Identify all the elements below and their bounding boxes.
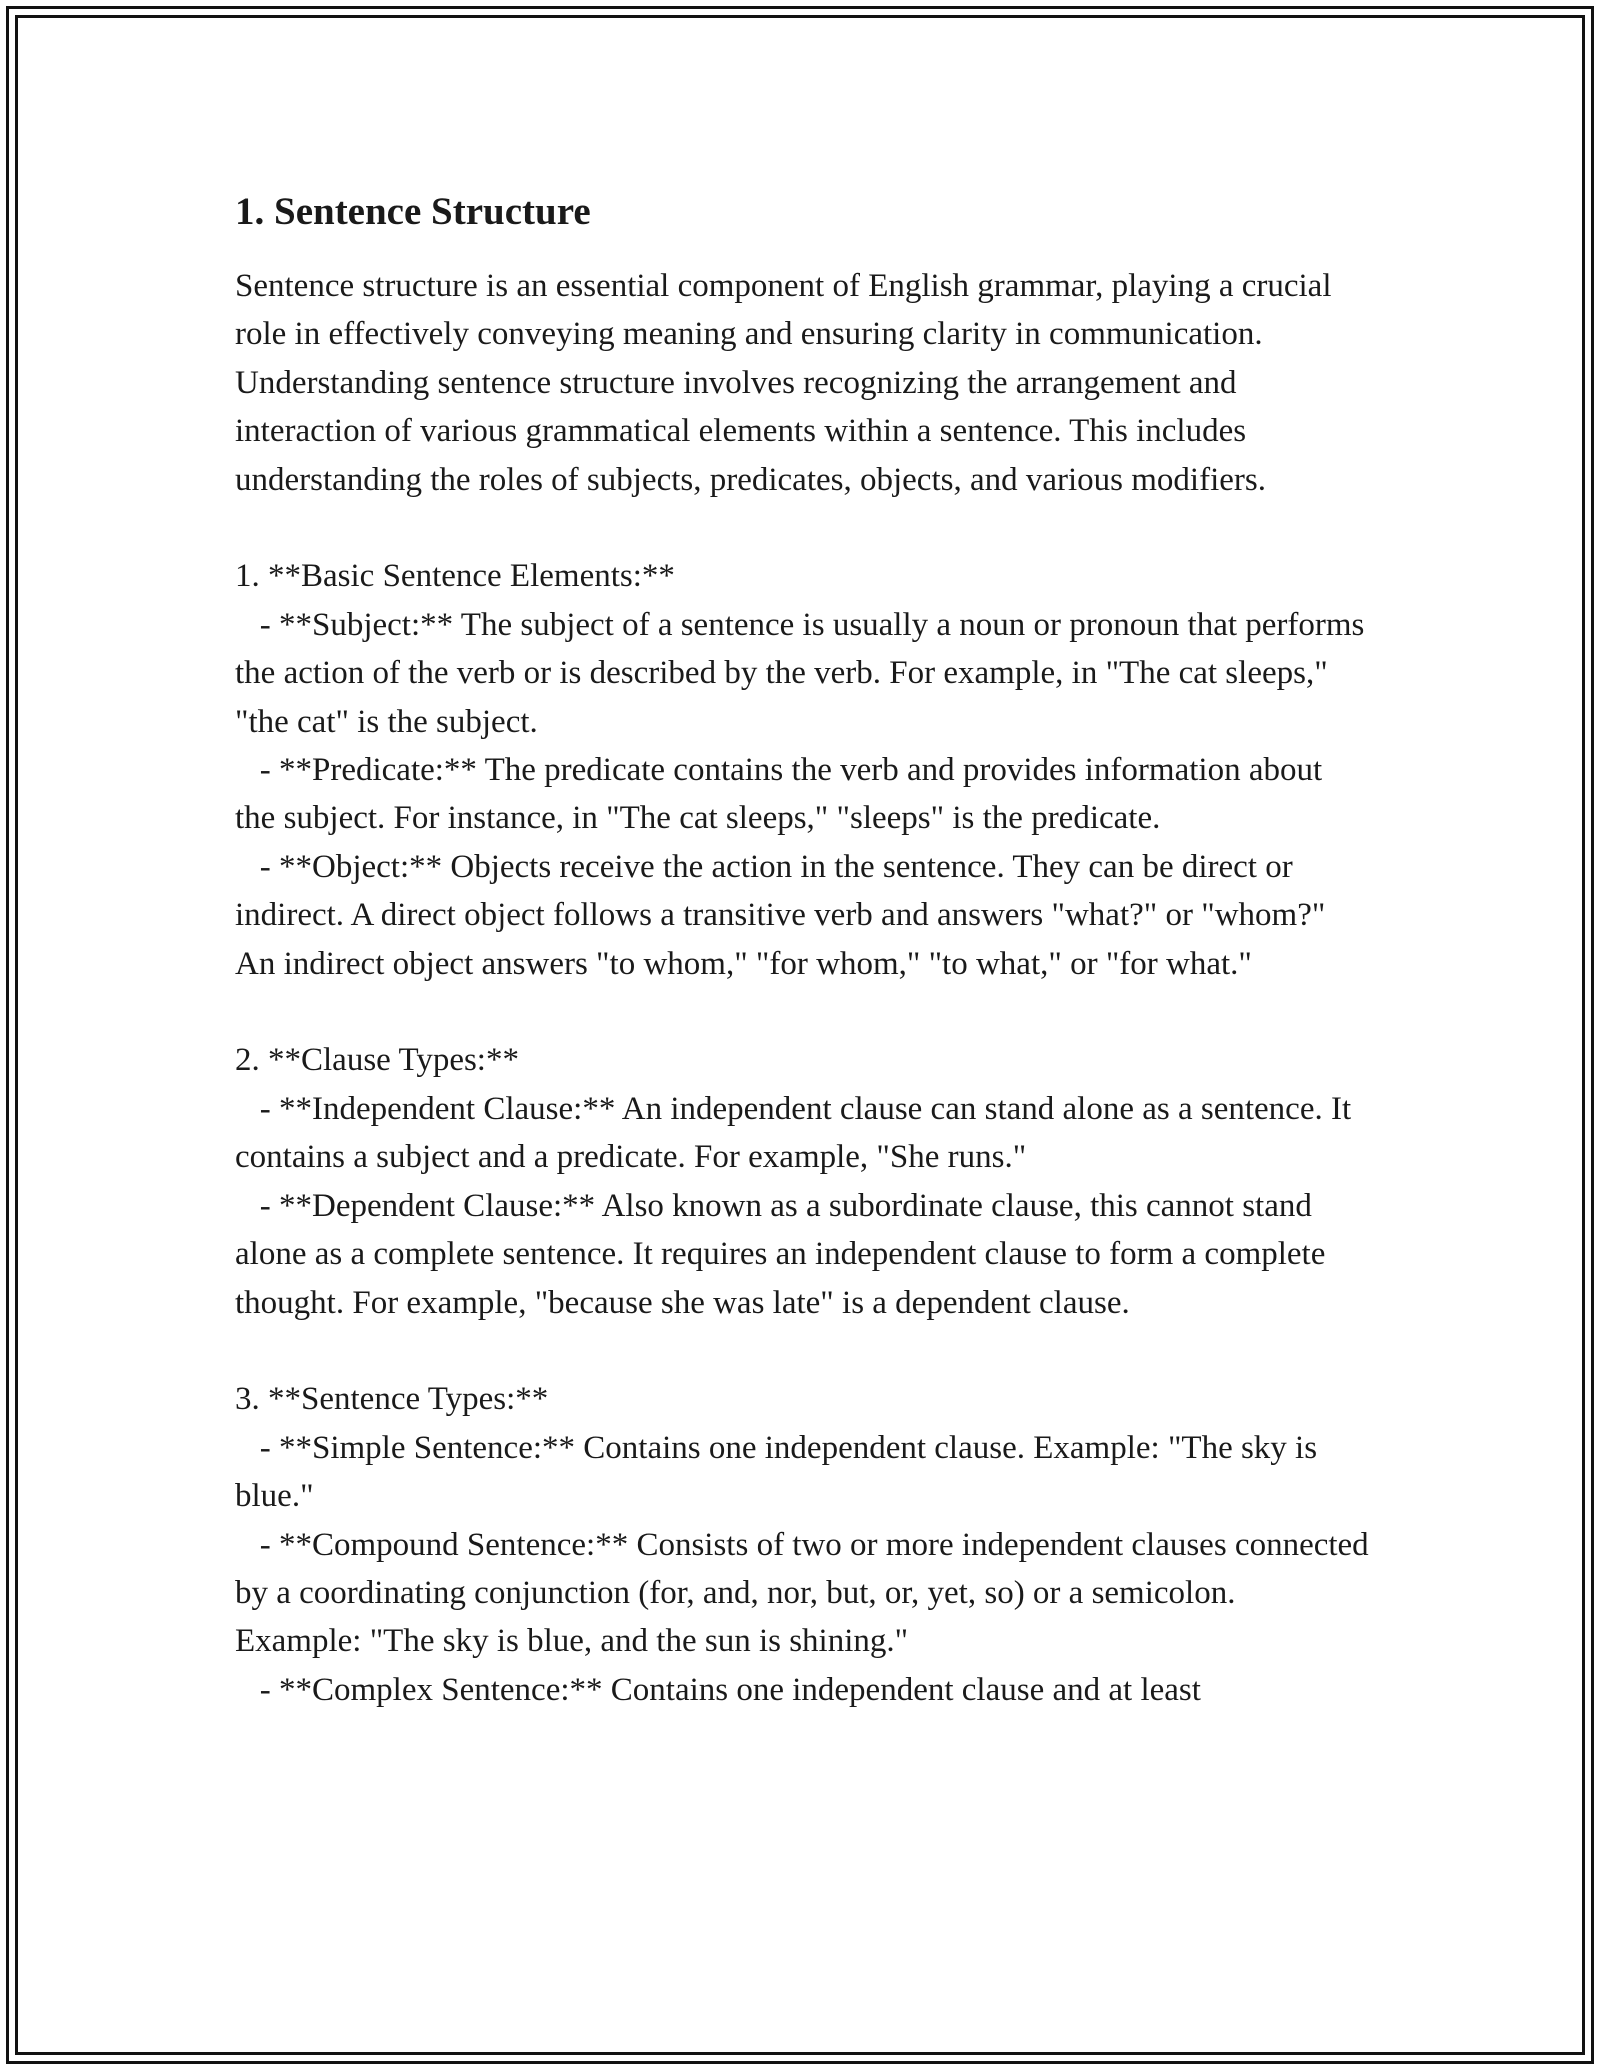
section-body: 1. **Basic Sentence Elements:** - **Subject:** The subject of a sentence is usually a noun or pronoun that performs the action of the verb or is described by the verb. For example, in "The cat sleeps," "the cat" is the subject. - **Predicate:** The predicate contains the verb and provides information about the subject. For instance, in "The cat sleeps," "sleeps" is the predicate. - **Object:** Objects receive the action in the sentence. They can be direct or indirect. A direct object follows a transitive verb and answers "what?" or "whom?" An indirect object answers "to whom," "for whom," "to what," or "for what." 2. **Clause Types:** - **Independent Clause:** An independent clause can stand alone as a sentence. It contains a subject and a predicate. For example, "She runs." - **Dependent Clause:** Also known as a subordinate clause, this cannot stand alone as a complete sentence. It requires an independent clause to form a complete thought. For example, "because she was late" is a dependent clause. 3. **Sentence Types:** - **Simple Sentence:** Contains one independent clause. Example: "The sky is blue." - **Compound Sentence:** Consists of two or more independent clauses connected by a coordinating conjunction (for, and, nor, but, or, yet, so) or a semicolon. Example: "The sky is blue, and the sun is shining." - **Complex Sentence:** Contains one independent clause and at least — [235, 558, 1369, 1708]
document-content — [235, 186, 1370, 1714]
intro-paragraph: Sentence structure is an essential component of English grammar, playing a crucial role in effectively conveying meaning and ensuring clarity in communication. Understanding sentence structure involves recognizing the arrangement and interaction of various grammatical elements within a sentence. This includes understanding the roles of subjects, predicates, objects, and various modifiers. — [235, 268, 1340, 498]
section-title: 1. Sentence Structure — [235, 190, 591, 233]
